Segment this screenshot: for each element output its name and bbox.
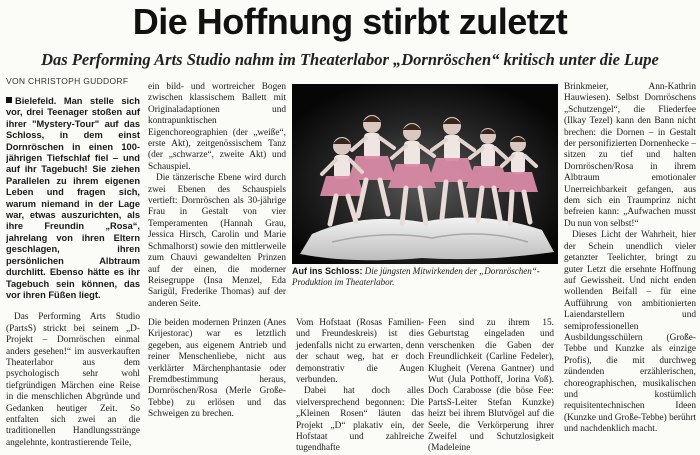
paragraph: Brinkmeier, Ann-Kathrin Hauwiesen). Selbst Dornröschens „Schutzengel“, die Fliederfee (Ilkay Tezel) kann den Bann nicht brechen: die Dornen – in Gestalt der personifizierten Dornenhecke – sitzen zu tief und halten Dornröschen/Rosa in ihrem Albtraum emotionaler Unerreichbarkeit gefangen, aus dem sich ein Traumprinz nicht befreien kann: „Aufwachen musst Du nun von selbst!“	[564, 82, 696, 229]
column-4	[296, 318, 424, 455]
column-3	[148, 318, 286, 421]
column-5	[428, 318, 554, 455]
paragraph: Feen sind zu ihrem 15. Geburtstag eingeladen und verschenken die Gaben der Freundlichkeit (Carline Fedeler), Klugheit (Verena Gantner) und Wut (Jula Potthoff, Jorina Voß). Doch Carabosse (die böse Fee: PartsS-Leiter Stefan Kunzke) heizt bei ihrem Blutvögel auf die Seele, die Verkörperung ihrer Zweifel und Schutzlosigkeit (Madeleine	[428, 318, 554, 454]
paragraph: Die tänzerische Ebene wird durch zwei Ebenen des Schauspiels vertieft: Dornröschen als 30-jährige Frau in Gestalt von vier Temperamenten (Hannah Grau, Jessica Hirsch, Carolin und Marie Schmalhorst) sowie den mittlerweile zum Chauvi gewandelten Prinzen auf der einen, die moderner Reisegruppe (Insa Menzel, Eda Sarigül, Frederike Thomas) auf der anderen Seite.	[148, 173, 286, 309]
paragraph: Dabei hat doch alles vielversprechend begonnen: Die „Kleinen Rosen“ läuten das Projekt „D“ plakativ ein, der Hofstaat und zahlreiche tugendhafte	[296, 386, 424, 454]
byline: VON CHRISTOPH GUDDORF	[6, 76, 129, 86]
paragraph: Die beiden modernen Prinzen (Anes Krijestorac) war es letztlich gegeben, aus eigenem Antrieb und reiner Menschenliebe, nicht aus verklärter Märchenphantasie oder Fremdbestimmung heraus, Dornröschen/Rosa (Merle Große-Tebbe) zu erlösen und das Schweigen zu brechen.	[148, 318, 286, 420]
column-1	[6, 96, 140, 449]
lead-paragraph	[6, 96, 140, 301]
dancers-photo-illustration	[292, 84, 558, 264]
square-bullet-icon	[6, 97, 12, 103]
caption-lead: Auf ins Schloss:	[292, 266, 363, 276]
paragraph: Das Performing Arts Studio (PartsS) strickt bei seinem „D-Projekt – Dornröschen einmal anders gesehen!“ im ausverkauften Theaterlabor aus dem psychologisch sehr wohl tiefgründigen Märchen eine Reise in die menschlichen Abgründe und Gedanken heutiger Zeit. So entfalten sich zwei an die traditionellen Handlungsstränge angelehnte, kontrastierende Teile,	[6, 312, 140, 448]
column-2	[148, 82, 286, 310]
paragraph: Vom Hofstaat (Rosas Familien- und Freundeskreis) ist dies jedenfalls nicht zu erwarten, denn der schaut weg, hat er doch demonstrativ die Augen verbunden.	[296, 318, 424, 386]
lead-text: Bielefeld. Man stelle sich vor, drei Teenager stoßen auf ihrer "Mystery-Tour" auf das Schloss, in dem einst Dornröschen in einen 100-jährigen Tiefschlaf fiel – und auf ihr Tagebuch! Sie ziehen Parallelen zu ihrem eigenen Leben und fragen sich, warum niemand in der Lage war, etwas auszurichten, als ihre Freundin „Rosa“, jahrelang von ihren Eltern geschlagen, ihren persönlichen Albtraum durchlitt. Ebenso hätte es ihr Tagebuch sein können, das vor ihren Füßen liegt.	[6, 96, 140, 300]
paragraph: Dieses Licht der Wahrheit, hier der Schein unendlich vieler getanzter Teelichter, bringt zu guter Letzt die ersehnte Hoffnung auf Gewissheit. Und nicht enden wollenden Beifall – für eine Aufführung von ambitionierten Laiendarstellern und semiprofessionellen Ausbildungsschülern (Große-Tebbe und Kunzke als einzige Profis), die mit durchweg zündenden erzählerischen, choreographischen, musikalischen und kostümlich requisitentechnischen Ideen (Kunzke und Große-Tebbe) berührt und nachdenklich macht.	[564, 230, 696, 435]
column-6	[564, 82, 696, 436]
article-photo	[292, 84, 558, 264]
photo-caption	[292, 266, 558, 288]
paragraph: ein bild- und wortreicher Bogen zwischen klassischem Ballett mit Originaladaptionen und kontrapunktischen Eigenchoreographien (der „weiße“, erste Akt), zeitgenössischem Tanz (der „schwarze“, zweite Akt) und Schauspiel.	[148, 82, 286, 172]
caption-text: Die jüngsten Mitwirkenden der „Dornröschen“-Produktion im Theaterlabor.	[292, 266, 540, 287]
subheadline: Das Performing Arts Studio nahm im Theaterlabor „Dornröschen“ kritisch unter die Lupe	[41, 50, 659, 69]
headline: Die Hoffnung stirbt zuletzt	[132, 1, 568, 42]
